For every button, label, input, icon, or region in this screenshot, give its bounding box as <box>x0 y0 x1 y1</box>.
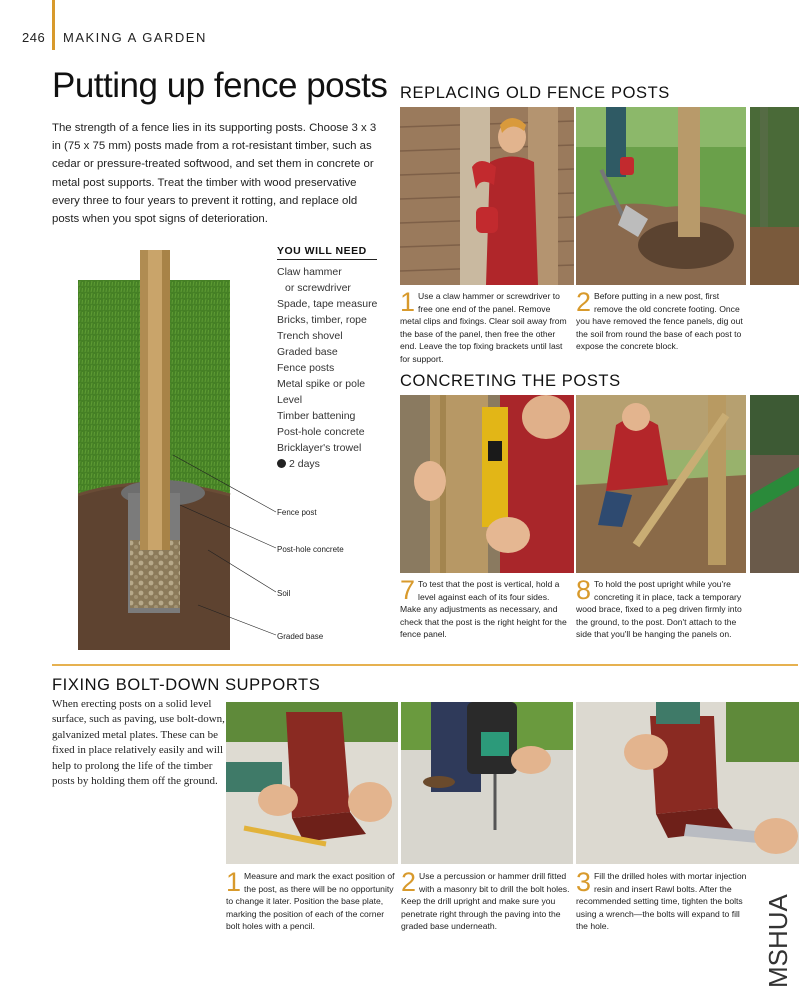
replacing-step-2 <box>576 287 750 353</box>
need-item: Claw hammer <box>277 266 342 278</box>
watermark-text: MSHUA <box>763 894 793 988</box>
step-number: 7 <box>400 575 416 605</box>
photo-mark-base-plate <box>226 702 398 864</box>
concreting-heading: CONCRETING THE POSTS <box>400 372 621 390</box>
photo-brace-post <box>576 395 746 573</box>
photo-tighten-bolts <box>576 702 799 864</box>
need-item: Bricklayer's trowel <box>277 442 362 454</box>
page-title: Putting up fence posts <box>52 66 388 105</box>
need-item: Post-hole concrete <box>277 426 365 438</box>
photo-old-post-edge <box>750 107 799 285</box>
photo-remove-panel <box>400 107 574 285</box>
step-text: Before putting in a new post, first remove the old concrete footing. Once you have removed the fence panels, dig out the soil from round the base of each post to expose the concrete block. <box>576 291 743 352</box>
step-number: 8 <box>576 575 592 605</box>
step-text: Use a claw hammer or screwdriver to free one end of the panel. Remove metal clips and fixings. Clear soil away from the base of the panel, then free the other end. Leave the top fixing brackets until last for support. <box>400 291 567 364</box>
bolt-step-2 <box>401 867 573 933</box>
bolt-down-heading: FIXING BOLT-DOWN SUPPORTS <box>52 676 321 694</box>
photo-drill-holes <box>401 702 573 864</box>
you-will-need-heading: YOU WILL NEED <box>277 245 377 260</box>
step-text: Fill the drilled holes with mortar injection resin and insert Rawl bolts. After the recommended setting time, tighten the bolts using a wrench—the bolts will expand to fill the hole. <box>576 871 747 932</box>
step-text: Use a percussion or hammer drill fitted with a masonry bit to drill the bolt holes. Keep the drill upright and make sure you penetrate right through the paving into the graded base underneath. <box>401 871 570 932</box>
photo-concreting-edge <box>750 395 799 573</box>
bolt-step-3 <box>576 867 750 933</box>
step-number: 1 <box>400 287 416 317</box>
need-item: Bricks, timber, rope <box>277 314 367 326</box>
photo-level-post <box>400 395 574 573</box>
need-item: or screwdriver <box>285 282 351 294</box>
step-number: 2 <box>576 287 592 317</box>
label-post-hole-concrete: Post-hole concrete <box>277 545 344 554</box>
step-number: 1 <box>226 867 242 897</box>
clock-icon <box>277 459 286 468</box>
need-item: Graded base <box>277 346 338 358</box>
intro-paragraph: The strength of a fence lies in its supporting posts. Choose 3 x 3 in (75 x 75 mm) posts made from a rot-resistant timber, such as cedar or pressure-treated softwood, and set them in concrete or metal post supports. Treat the timber with wood preservative every three to four years to prevent it rotting, and replace old posts when you spot signs of deterioration. <box>52 122 377 226</box>
label-soil: Soil <box>277 589 291 598</box>
bolt-step-1 <box>226 867 398 933</box>
step-text: To test that the post is vertical, hold a level against each of its four sides. Make any adjustments as necessary, and check that the post is the right height for the fence panel. <box>400 579 567 640</box>
label-graded-base: Graded base <box>277 632 324 641</box>
need-item: Trench shovel <box>277 330 343 342</box>
step-number: 2 <box>401 867 417 897</box>
step-number: 3 <box>576 867 592 897</box>
running-head: MAKING A GARDEN <box>63 30 207 45</box>
you-will-need-list <box>277 264 387 472</box>
photo-dig-footing <box>576 107 746 285</box>
watermark <box>760 870 796 990</box>
replacing-heading: REPLACING OLD FENCE POSTS <box>400 84 670 102</box>
section-divider <box>52 664 798 666</box>
bolt-down-intro: When erecting posts on a solid level surface, such as paving, use bolt-down, galvanized metal plates. These can be fixed in place relatively easily and will help to prolong the life of the timber posts by holding them off the ground. <box>52 698 225 788</box>
need-time-value: 2 days <box>289 458 320 470</box>
label-fence-post: Fence post <box>277 508 317 517</box>
need-item: Spade, tape measure <box>277 298 378 310</box>
need-item: Fence posts <box>277 362 335 374</box>
need-item: Timber battening <box>277 410 356 422</box>
page-number: 246 <box>22 30 46 45</box>
concreting-step-7 <box>400 575 572 641</box>
need-time <box>277 456 387 472</box>
step-text: To hold the post upright while you're concreting it in place, tack a temporary wood brace, fixed to a peg driven firmly into the ground, to the post. Don't attach to the side that you'll be hanging the panels on. <box>576 579 742 640</box>
header-accent-rule <box>52 0 55 50</box>
need-item: Metal spike or pole <box>277 378 366 390</box>
concreting-step-8 <box>576 575 750 641</box>
replacing-step-1 <box>400 287 572 366</box>
need-item: Level <box>277 394 303 406</box>
step-text: Measure and mark the exact position of the post, as there will be no opportunity to change it later. Position the base plate, marking the position of each of the corner bolt holes with a pencil. <box>226 871 395 932</box>
